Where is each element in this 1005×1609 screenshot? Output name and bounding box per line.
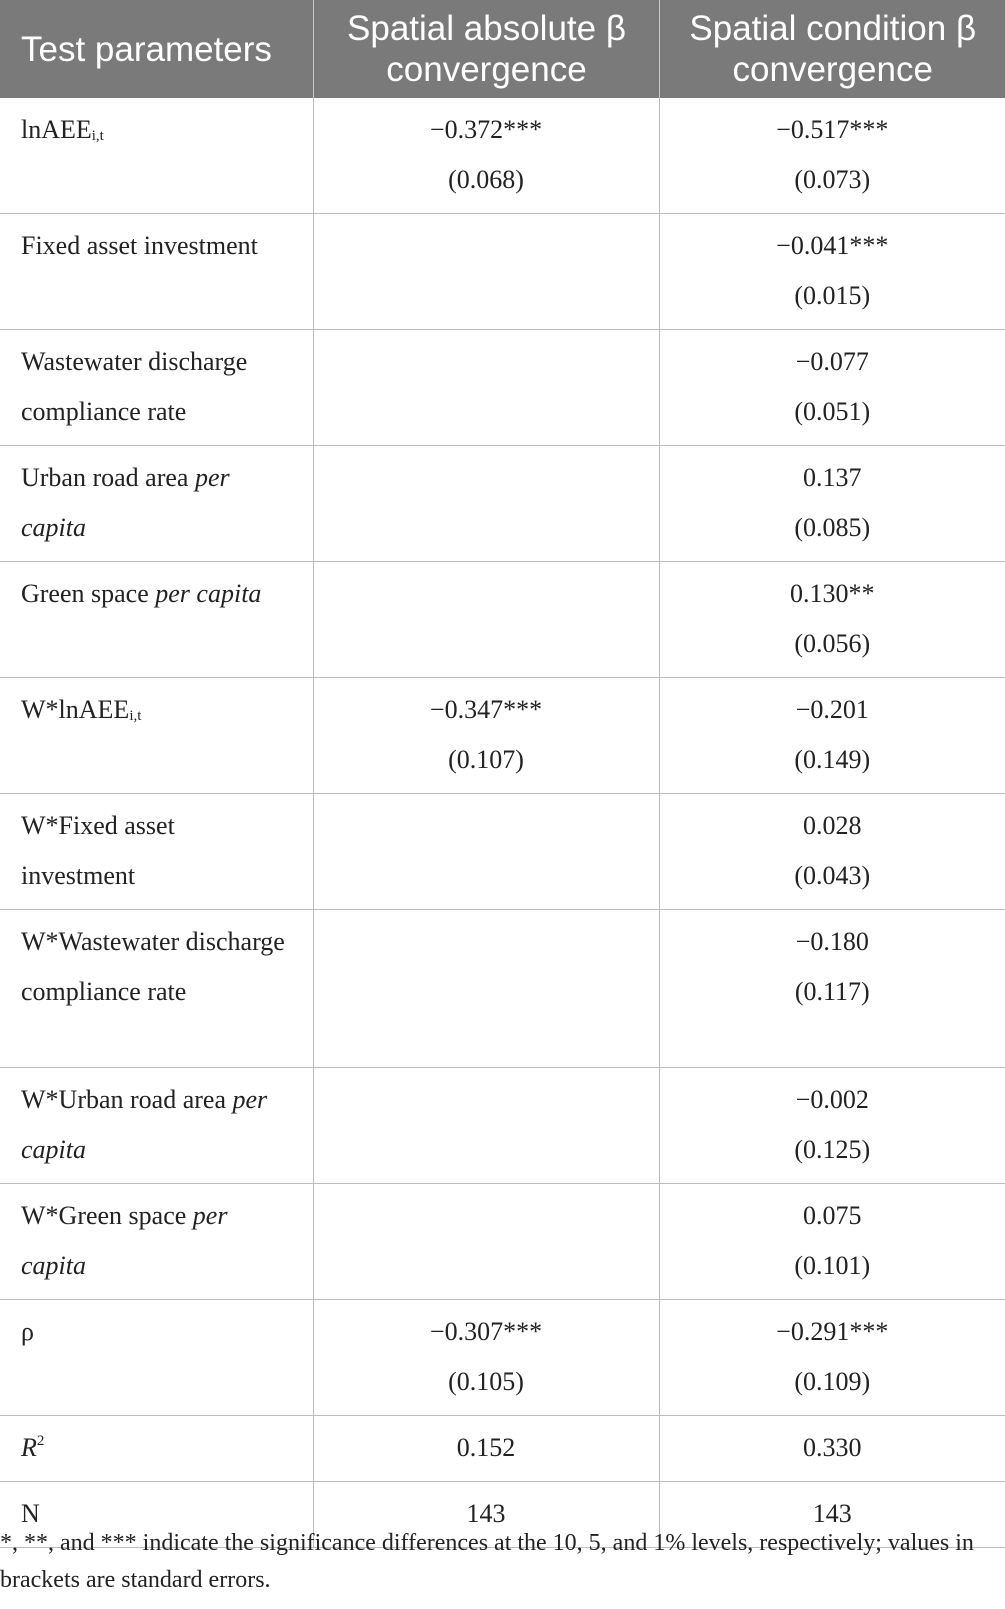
condition-convergence-cell (659, 1416, 1005, 1482)
parameter-name: W*Fixed asset investment (21, 811, 175, 890)
condition-convergence-cell (659, 330, 1005, 446)
parameter-name: ρ (21, 1317, 34, 1346)
absolute-coefficient: −0.372*** (429, 115, 543, 144)
condition-convergence-cell (659, 446, 1005, 562)
absolute-convergence-cell (313, 910, 659, 1068)
condition-coefficient: −0.517*** (776, 115, 889, 144)
table-row (0, 910, 1005, 1068)
condition-coefficient: −0.180 (795, 927, 869, 956)
condition-standard-error: (0.085) (794, 513, 871, 542)
parameter-name: W*Urban road area (21, 1085, 233, 1114)
condition-coefficient: 0.075 (803, 1201, 862, 1230)
condition-standard-error: (0.149) (794, 745, 871, 774)
condition-standard-error: (0.117) (794, 977, 870, 1006)
absolute-convergence-cell (313, 562, 659, 678)
absolute-convergence-cell (313, 214, 659, 330)
table-row (0, 562, 1005, 678)
condition-coefficient: 0.028 (803, 811, 862, 840)
parameter-name-cell (0, 1184, 313, 1300)
condition-standard-error: (0.043) (794, 861, 871, 890)
condition-standard-error: (0.056) (794, 629, 871, 658)
condition-convergence-cell (659, 910, 1005, 1068)
condition-coefficient: −0.291*** (776, 1317, 889, 1346)
parameter-name: lnAEE (21, 115, 92, 144)
parameter-name: W*Green space (21, 1201, 193, 1230)
table-footnote: *, **, and *** indicate the significance differences at the 10, 5, and 1% levels, respectively; values in brackets are standard errors. (0, 1530, 974, 1593)
condition-convergence-cell (659, 794, 1005, 910)
table-row (0, 446, 1005, 562)
absolute-convergence-cell (313, 330, 659, 446)
parameter-name: Urban road area (21, 463, 195, 492)
condition-convergence-cell (659, 1068, 1005, 1184)
condition-coefficient: 143 (812, 1499, 852, 1528)
table-row (0, 1300, 1005, 1416)
table-row (0, 214, 1005, 330)
parameter-name: W*Wastewater discharge compliance rate (21, 927, 285, 1006)
table-row (0, 98, 1005, 214)
absolute-convergence-cell (313, 1068, 659, 1184)
absolute-coefficient: −0.347*** (429, 695, 543, 724)
absolute-coefficient: 143 (466, 1499, 506, 1528)
condition-convergence-cell (659, 562, 1005, 678)
condition-standard-error: (0.073) (794, 165, 871, 194)
condition-coefficient: 0.130** (790, 579, 875, 608)
parameter-name-cell (0, 1300, 313, 1416)
parameter-name-cell (0, 446, 313, 562)
parameter-name: Fixed asset investment (21, 231, 258, 260)
absolute-convergence-cell (313, 1184, 659, 1300)
parameter-name-cell (0, 330, 313, 446)
condition-coefficient: 0.330 (803, 1433, 862, 1462)
parameter-name-cell (0, 214, 313, 330)
absolute-coefficient: −0.307*** (429, 1317, 543, 1346)
condition-coefficient: 0.137 (803, 463, 862, 492)
condition-convergence-cell (659, 1300, 1005, 1416)
condition-standard-error: (0.101) (794, 1251, 871, 1280)
parameter-name-cell (0, 910, 313, 1068)
parameter-name: Green space (21, 579, 156, 608)
condition-standard-error: (0.051) (794, 397, 871, 426)
table-row (0, 794, 1005, 910)
absolute-convergence-cell (313, 446, 659, 562)
table-row (0, 330, 1005, 446)
condition-standard-error: (0.125) (794, 1135, 871, 1164)
parameter-name-cell (0, 562, 313, 678)
parameter-name-italic: per capita (21, 1201, 228, 1280)
table-row (0, 1416, 1005, 1482)
condition-coefficient: −0.002 (795, 1085, 869, 1114)
parameter-name-italic: per capita (155, 579, 262, 608)
condition-standard-error: (0.015) (794, 281, 871, 310)
table-row (0, 1068, 1005, 1184)
absolute-convergence-cell (313, 794, 659, 910)
parameter-name-italic: per capita (21, 1085, 268, 1164)
absolute-convergence-cell (313, 1300, 659, 1416)
table-row (0, 1184, 1005, 1300)
parameter-name-cell (0, 1068, 313, 1184)
parameter-superscript: 2 (36, 1433, 45, 1449)
condition-coefficient: −0.077 (795, 347, 869, 376)
absolute-standard-error: (0.105) (448, 1367, 524, 1396)
condition-convergence-cell (659, 1184, 1005, 1300)
absolute-convergence-cell (313, 1416, 659, 1482)
condition-coefficient: −0.201 (795, 695, 869, 724)
condition-convergence-cell (659, 98, 1005, 214)
condition-coefficient: −0.041*** (776, 231, 889, 260)
parameter-name-italic: per capita (21, 463, 230, 542)
absolute-convergence-cell (313, 678, 659, 794)
parameter-name-italic: R (21, 1433, 37, 1462)
parameter-name-cell (0, 1416, 313, 1482)
header-test-parameters: Test parameters (0, 0, 313, 98)
absolute-convergence-cell (313, 98, 659, 214)
condition-convergence-cell (659, 214, 1005, 330)
header-spatial-absolute-beta-convergence: Spatial absolute β convergence (313, 0, 659, 98)
condition-standard-error: (0.109) (794, 1367, 871, 1396)
parameter-name-cell (0, 98, 313, 214)
parameter-name-cell (0, 678, 313, 794)
parameter-subscript: i,t (91, 128, 104, 144)
header-spatial-condition-beta-convergence: Spatial condition β convergence (659, 0, 1005, 98)
parameter-name-cell (0, 794, 313, 910)
parameter-name: Wastewater discharge compliance rate (21, 347, 248, 426)
table-row (0, 678, 1005, 794)
condition-convergence-cell (659, 678, 1005, 794)
parameter-subscript: i,t (129, 708, 142, 724)
table-header-row (0, 0, 1005, 98)
parameter-name: W*lnAEE (21, 695, 130, 724)
absolute-standard-error: (0.068) (448, 165, 524, 194)
absolute-coefficient: 0.152 (456, 1433, 516, 1462)
table-body (0, 98, 1005, 1548)
absolute-standard-error: (0.107) (448, 745, 524, 774)
parameter-name: N (21, 1499, 40, 1528)
